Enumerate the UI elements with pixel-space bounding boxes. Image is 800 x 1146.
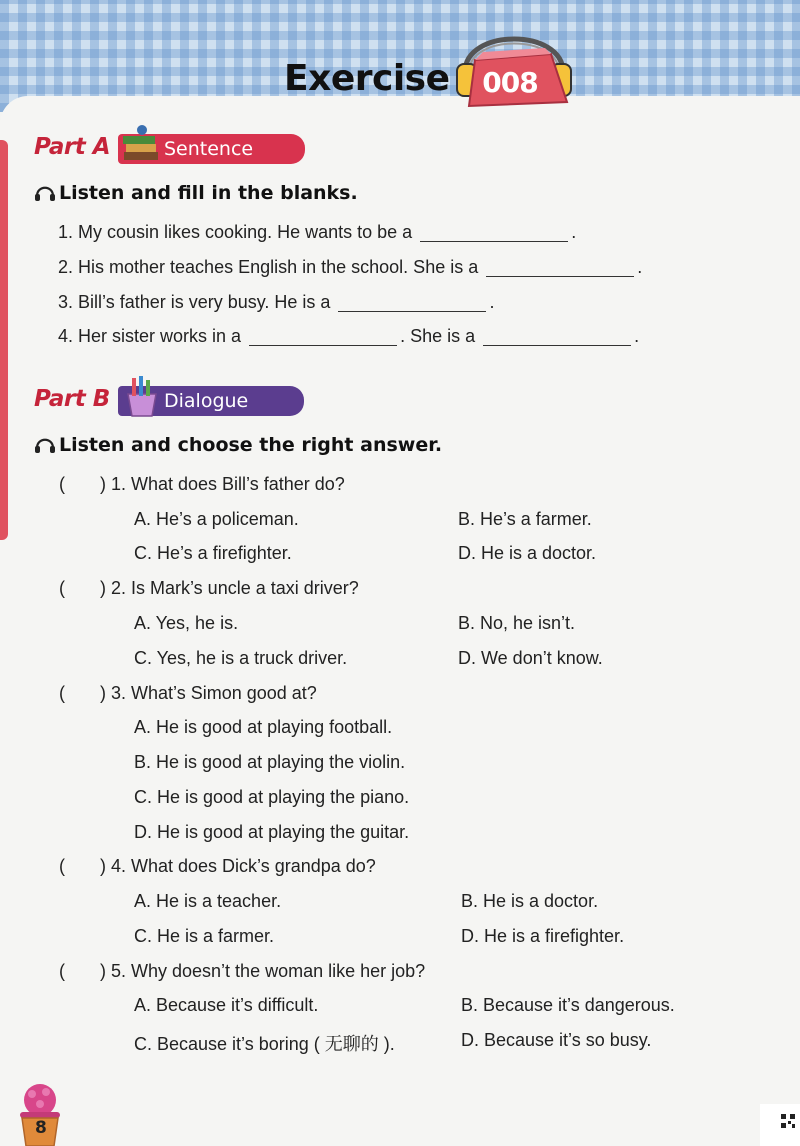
answer-blank[interactable] <box>420 224 568 242</box>
page-number: 8 <box>35 1118 47 1138</box>
q1-option-a[interactable]: A. He’s a policeman. <box>134 509 299 529</box>
q4-option-c[interactable]: C. He is a farmer. <box>134 926 275 946</box>
q5-option-a[interactable]: A. Because it’s difficult. <box>134 995 319 1015</box>
answer-blank[interactable] <box>483 328 631 346</box>
q4-option-a[interactable]: A. He is a teacher. <box>134 891 282 911</box>
answer-blank[interactable] <box>338 294 486 312</box>
question-3: ) 3. What’s Simon good at? <box>100 683 317 703</box>
exercise-number: 008 <box>482 66 538 99</box>
fill-item-1-text: 1. My cousin likes cooking. He wants to be a <box>58 222 413 242</box>
part-b-label: Part B <box>34 386 110 412</box>
fill-item-1 <box>58 222 576 243</box>
question-5: ) 5. Why doesn’t the woman like her job? <box>100 961 426 981</box>
part-a-label: Part A <box>34 134 111 160</box>
q3-option-d[interactable]: D. He is good at playing the guitar. <box>134 822 410 842</box>
part-a-header <box>34 132 294 166</box>
fill-item-3 <box>58 292 494 313</box>
part-b-tag: Dialogue <box>118 386 304 416</box>
q4-option-d[interactable]: D. He is a firefighter. <box>461 926 625 946</box>
headphones-icon <box>34 434 56 454</box>
fill-item-1-end: . <box>571 222 577 242</box>
answer-blank[interactable] <box>249 328 397 346</box>
q2-option-b[interactable]: B. No, he isn’t. <box>458 613 576 633</box>
fill-item-3-text: 3. Bill’s father is very busy. He is a <box>58 292 331 312</box>
q2-option-a[interactable]: A. Yes, he is. <box>134 613 239 633</box>
answer-paren[interactable]: ( <box>59 683 65 703</box>
q3-option-a[interactable]: A. He is good at playing football. <box>134 717 393 737</box>
part-a-tag: Sentence <box>118 134 305 164</box>
answer-paren[interactable]: ( <box>59 578 65 598</box>
part-b-instruction <box>34 434 442 456</box>
q1-option-c[interactable]: C. He’s a firefighter. <box>134 543 292 563</box>
part-b-instruction-text: Listen and choose the right answer. <box>59 434 443 456</box>
q3-option-c[interactable]: C. He is good at playing the piano. <box>134 787 410 807</box>
q1-option-b[interactable]: B. He’s a farmer. <box>458 509 592 529</box>
fill-item-2 <box>58 257 642 278</box>
fill-item-3-end: . <box>489 292 495 312</box>
q5-option-b[interactable]: B. Because it’s dangerous. <box>461 995 675 1015</box>
pencil-cup-icon <box>120 374 164 418</box>
fill-item-2-end: . <box>637 257 643 277</box>
page-sheet <box>0 96 800 1146</box>
part-b-header <box>34 384 294 418</box>
headphones-icon <box>34 182 56 202</box>
fill-item-4 <box>58 326 639 347</box>
q3-option-b[interactable]: B. He is good at playing the violin. <box>134 752 406 772</box>
question-1: ) 1. What does Bill’s father do? <box>100 474 345 494</box>
page-title: Exercise <box>284 58 450 99</box>
fill-item-4-text: 4. Her sister works in a <box>58 326 242 346</box>
books-icon <box>120 122 164 166</box>
answer-paren[interactable]: ( <box>59 961 65 981</box>
question-2: ) 2. Is Mark’s uncle a taxi driver? <box>100 578 359 598</box>
fill-item-2-text: 2. His mother teaches English in the school. She is a <box>58 257 479 277</box>
qr-code-icon <box>781 1114 795 1128</box>
q4-option-b[interactable]: B. He is a doctor. <box>461 891 599 911</box>
q1-option-d[interactable]: D. He is a doctor. <box>458 543 597 563</box>
question-4: ) 4. What does Dick’s grandpa do? <box>100 856 376 876</box>
q5-option-c[interactable]: C. Because it’s boring ( 无聊的 ). <box>134 1034 395 1054</box>
q2-option-d[interactable]: D. We don’t know. <box>458 648 603 668</box>
answer-paren[interactable]: ( <box>59 474 65 494</box>
answer-blank[interactable] <box>486 259 634 277</box>
answer-paren[interactable]: ( <box>59 856 65 876</box>
left-edge-tab <box>0 140 8 540</box>
part-a-instruction <box>34 182 358 204</box>
q2-option-c[interactable]: C. Yes, he is a truck driver. <box>134 648 348 668</box>
fill-item-4-middle: . She is a <box>400 326 476 346</box>
q5-option-d[interactable]: D. Because it’s so busy. <box>461 1030 652 1050</box>
part-a-instruction-text: Listen and fill in the blanks. <box>59 182 358 204</box>
fill-item-4-end: . <box>634 326 640 346</box>
